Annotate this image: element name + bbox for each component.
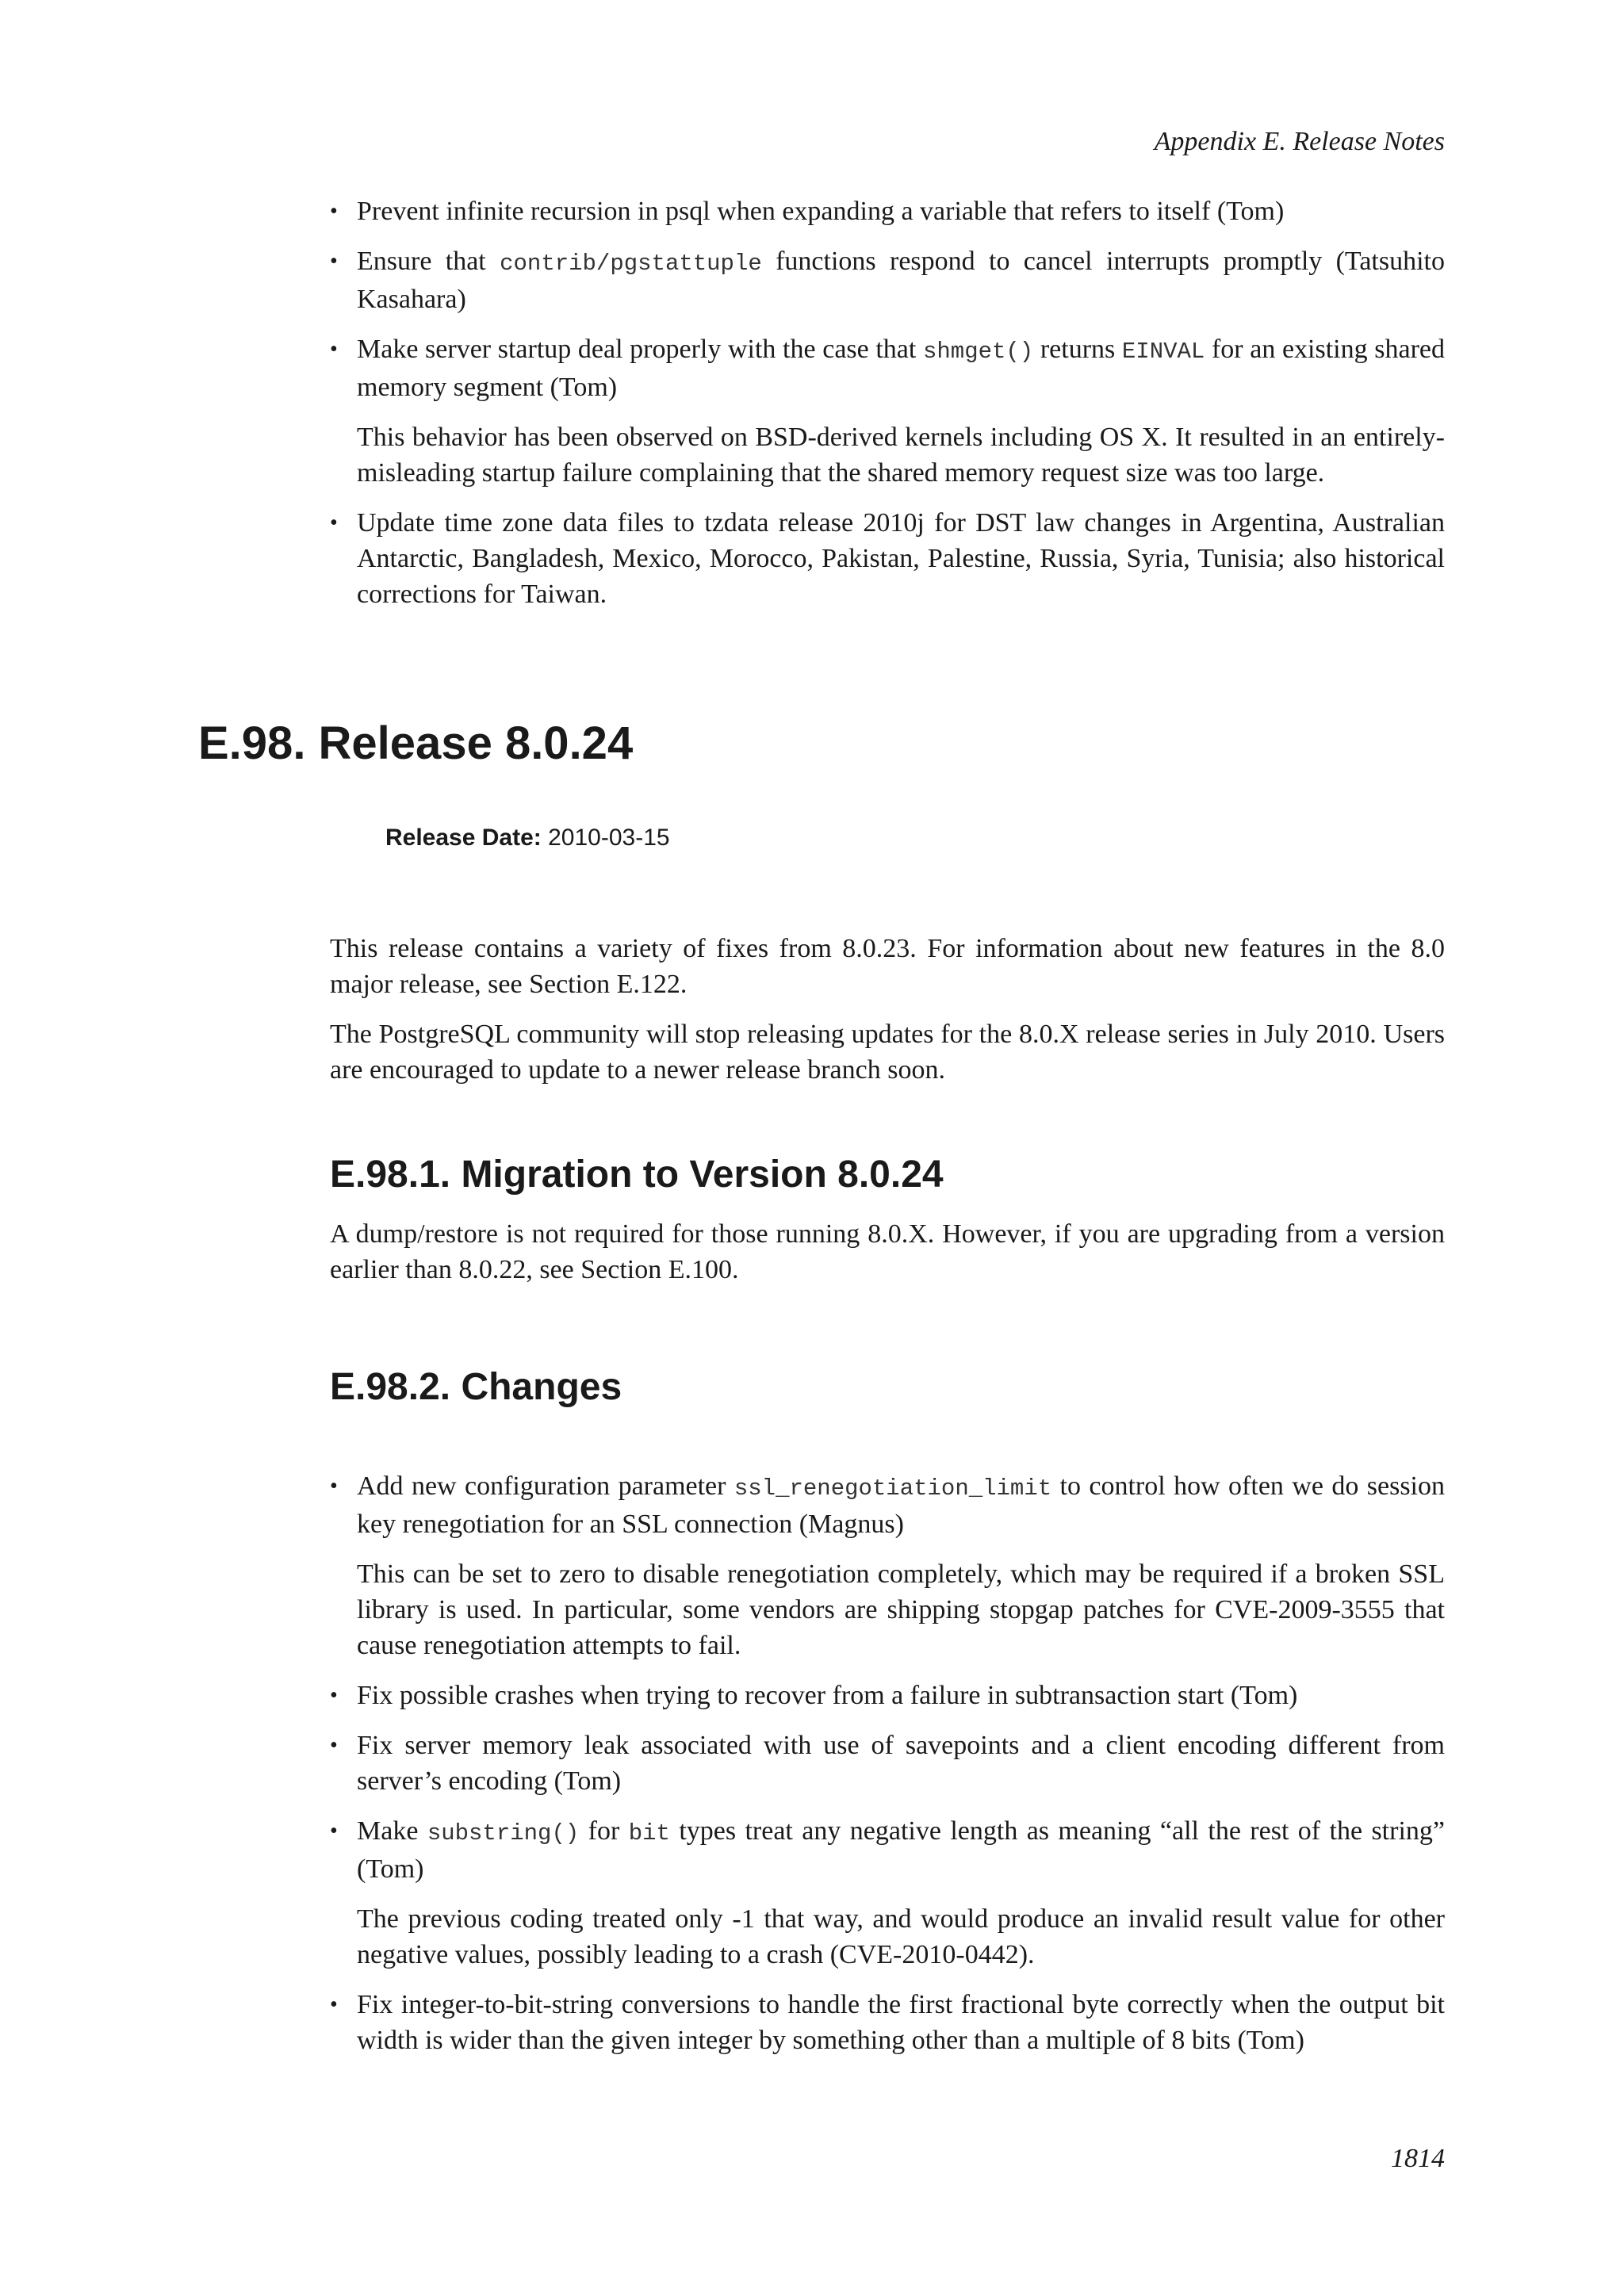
subsection-title-migration: E.98.1. Migration to Version 8.0.24 — [330, 1154, 944, 1196]
release-date-label: Release Date: — [385, 825, 542, 851]
code-literal: ssl_renegotiation_limit — [733, 1475, 1052, 1502]
list-item — [330, 331, 1445, 491]
bullet-icon: • — [330, 1683, 338, 1708]
list-item — [330, 1813, 1445, 1973]
list-item — [330, 243, 1445, 317]
bullet-icon: • — [330, 1733, 338, 1758]
top-bullet-list — [330, 193, 1445, 612]
migration-heading-container — [330, 1153, 1445, 1196]
list-item-text: for an existing shared memory segment (Tom) — [357, 335, 1445, 402]
list-item — [330, 1728, 1445, 1799]
list-item-text: Update time zone data files to tzdata release 2010j for DST law changes in Argentina, Australian Antarctic, Bangladesh, Mexico, Morocco, Pakistan, Palestine, Russia, Syria, Tunisia; also historical corrections for Taiwan. — [357, 508, 1445, 609]
list-item-text: Fix server memory leak associated with use of savepoints and a client encoding different from server’s encoding (Tom) — [357, 1731, 1445, 1796]
list-item-text: types treat any negative length as meaning “all the rest of the string” (Tom) — [357, 1816, 1445, 1884]
list-item-text: Fix integer-to-bit-string conversions to handle the first fractional byte correctly when the output bit width is wider than the given integer by something other than a multiple of 8 bits (Tom) — [357, 1990, 1445, 2055]
list-item — [330, 1468, 1445, 1663]
list-item-note: This can be set to zero to disable renegotiation completely, which may be required if a broken SSL library is used. In particular, some vendors are shipping stopgap patches for CVE-2009-3555 that cause renegotiation attempts to fail. — [357, 1559, 1445, 1660]
code-literal: shmget() — [922, 339, 1034, 365]
intro-paragraph: The PostgreSQL community will stop releasing updates for the 8.0.X release series in July 2010. Users are encouraged to update to a newer release branch soon. — [330, 1020, 1445, 1085]
section-intro — [330, 931, 1445, 1102]
list-item-note: This behavior has been observed on BSD-derived kernels including OS X. It resulted in an entirely-misleading startup failure complaining that the shared memory request size was too large. — [357, 423, 1445, 488]
intro-paragraph: This release contains a variety of fixes from 8.0.23. For information about new features in the 8.0 major release, see Section E.122. — [330, 934, 1445, 999]
list-item-text: Prevent infinite recursion in psql when expanding a variable that refers to itself (Tom) — [357, 197, 1285, 226]
changes-bullet-list — [330, 1468, 1445, 2058]
bullet-icon: • — [330, 1474, 338, 1498]
code-literal: bit — [628, 1820, 670, 1846]
list-item — [330, 1987, 1445, 2058]
section-title: E.98. Release 8.0.24 — [198, 718, 634, 769]
code-literal: EINVAL — [1121, 339, 1205, 365]
migration-body — [330, 1216, 1445, 1302]
list-item-text: functions respond to cancel interrupts promptly (Tatsuhito Kasahara) — [357, 247, 1445, 314]
bullet-icon: • — [330, 511, 338, 535]
migration-paragraph: A dump/restore is not required for those running 8.0.X. However, if you are upgrading from a version earlier than 8.0.22, see Section E.100. — [330, 1219, 1445, 1284]
changes-heading-container — [330, 1365, 1445, 1409]
bullet-icon: • — [330, 337, 338, 362]
changes-list-container — [330, 1468, 1445, 2072]
code-literal: substring() — [427, 1820, 580, 1846]
release-date — [385, 825, 670, 851]
list-item-text: returns — [1033, 335, 1122, 364]
bullet-icon: • — [330, 1819, 338, 1843]
list-item-note: The previous coding treated only -1 that way, and would produce an invalid result value for other negative values, possibly leading to a crash (CVE-2010-0442). — [357, 1904, 1445, 1969]
list-item-text: Ensure that — [357, 247, 500, 276]
list-item-text: Make server startup deal properly with the case that — [357, 335, 923, 364]
list-item — [330, 505, 1445, 612]
running-header: Appendix E. Release Notes — [1154, 127, 1445, 156]
list-item-text: Add new configuration parameter — [357, 1471, 734, 1501]
code-literal: contrib/pgstattuple — [500, 251, 762, 277]
list-item-text: Fix possible crashes when trying to recover from a failure in subtransaction start (Tom) — [357, 1681, 1298, 1710]
bullet-icon: • — [330, 199, 338, 224]
list-item — [330, 1678, 1445, 1713]
release-date-value: 2010-03-15 — [548, 825, 670, 851]
list-item-text: Make — [357, 1816, 427, 1846]
page-number: 1814 — [1391, 2144, 1445, 2173]
list-item-text: to control how often we do session key renegotiation for an SSL connection (Magnus) — [357, 1471, 1445, 1539]
bullet-icon: • — [330, 1992, 338, 2017]
subsection-title-changes: E.98.2. Changes — [330, 1366, 622, 1408]
list-item-text: for — [579, 1816, 629, 1846]
top-bullet-list-container — [330, 193, 1445, 626]
list-item — [330, 193, 1445, 229]
bullet-icon: • — [330, 249, 338, 274]
